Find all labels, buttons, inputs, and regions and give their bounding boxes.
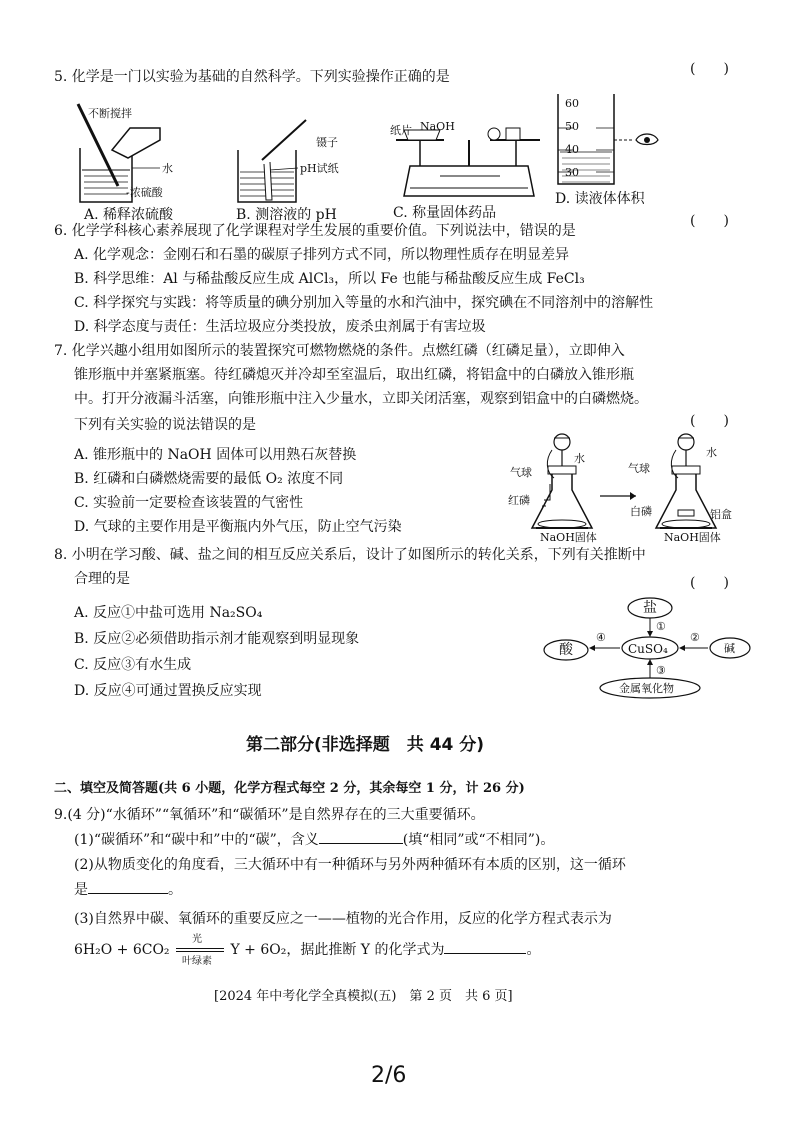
page-footer: [2024 年中考化学全真模拟(五) 第 2 页 共 6 页] [214, 989, 513, 1004]
q5-scale-50: 50 [565, 120, 579, 133]
q9-eq-condition-top: 光 [192, 934, 202, 945]
q6-answer-paren: ( ) [690, 213, 729, 229]
q8-answer-paren: ( ) [690, 575, 729, 591]
q5-label-paper: 纸片 [390, 124, 412, 137]
q8-option-a: A. 反应①中盐可选用 Na₂SO₄ [74, 605, 263, 621]
q7-option-c: C. 实验前一定要检查该装置的气密性 [74, 495, 304, 511]
q9-sub3-line1: (3)自然界中碳、氧循环的重要反应之一——植物的光合作用，反应的化学方程式表示为 [74, 911, 612, 927]
q9-eq-arrow [174, 934, 226, 967]
q7-label-naoh-left: NaOH固体 [540, 531, 597, 544]
q5-scale-60: 60 [565, 97, 579, 110]
q7-label-white-p: 白磷 [630, 505, 652, 518]
q5-option-b: B. 测溶液的 pH [236, 207, 337, 223]
q5-scale-30: 30 [565, 166, 579, 179]
q9-sub2-line1: (2)从物质变化的角度看，三大循环中有一种循环与另外两种循环有本质的区别，这一循环 [74, 857, 626, 873]
q9-sub1: (1)“碳循环”和“碳中和”中的“碳”，含义 (填“相同”或“不相同”)。 [74, 832, 555, 848]
q7-label-balloon-left: 气球 [510, 466, 532, 479]
q5-option-d: D. 读液体体积 [555, 191, 645, 207]
q8-option-c: C. 反应③有水生成 [74, 657, 192, 673]
q5-label-ph-paper: pH试纸 [300, 162, 339, 175]
q7-label-water-left: 水 [574, 452, 585, 465]
q9-sub3-answer-blank[interactable] [444, 940, 526, 954]
q8-node-center: CuSO₄ [628, 642, 668, 656]
q8-option-d: D. 反应④可通过置换反应实现 [74, 683, 262, 699]
q7-label-balloon-right: 气球 [628, 462, 650, 475]
q8-node-base: 碱 [724, 642, 735, 655]
q5-scale-40: 40 [565, 143, 579, 156]
q7-label-al-box: 铝盒 [710, 508, 732, 521]
q5-stem: 5. 化学是一门以实验为基础的自然科学。下列实验操作正确的是 [54, 69, 450, 85]
q7-stem-line-2: 锥形瓶中并塞紧瓶塞。待红磷熄灭并冷却至室温后，取出红磷，将铝盒中的白磷放入锥形瓶 [74, 367, 634, 383]
page-indicator: 2/6 [371, 1063, 407, 1088]
q8-reaction-4: ④ [596, 631, 606, 644]
q9-eq-right: Y + 6O₂，据此推断 Y 的化学式为 [230, 942, 445, 958]
q7-label-naoh-right: NaOH固体 [664, 531, 721, 544]
q8-reaction-1: ① [656, 620, 666, 633]
q8-node-oxide: 金属氧化物 [619, 682, 674, 695]
q9-equation: 6H₂O + 6CO₂ 光 叶绿素 Y + 6O₂，据此推断 Y 的化学式为 。 [74, 940, 540, 959]
q8-stem-line-2: 合理的是 [74, 571, 130, 587]
q9-eq-condition-bottom: 叶绿素 [182, 956, 212, 967]
q8-reaction-3: ③ [656, 664, 666, 677]
q7-answer-paren: ( ) [690, 413, 729, 429]
q5-option-c: C. 称量固体药品 [393, 205, 497, 221]
q5-label-naoh: NaOH [420, 120, 455, 133]
q9-sub2-answer-blank[interactable] [88, 880, 168, 894]
q6-stem: 6. 化学学科核心素养展现了化学课程对学生发展的重要价值。下列说法中，错误的是 [54, 223, 576, 239]
q9-eq-left: 6H₂O + 6CO₂ [74, 942, 170, 958]
q5-label-water: 水 [162, 162, 173, 175]
q7-stem-line-3: 中。打开分液漏斗活塞，向锥形瓶中注入少量水，立即关闭活塞，观察到铝盒中的白磷燃烧。 [74, 391, 648, 407]
q5-label-tweezers: 镊子 [316, 136, 338, 149]
q8-node-salt: 盐 [643, 600, 657, 616]
q9-stem: 9.(4 分)“水循环”“氧循环”和“碳循环”是自然界存在的三大重要循环。 [54, 807, 485, 823]
q9-sub2-line2: 是 。 [74, 882, 182, 898]
q6-option-c: C. 科学探究与实践：将等质量的碘分别加入等量的水和汽油中，探究碘在不同溶剂中的溶解性 [74, 295, 654, 311]
part2-title: 第二部分(非选择题 共 44 分) [246, 735, 485, 755]
q5-option-a: A. 稀释浓硫酸 [84, 207, 174, 223]
q7-option-d: D. 气球的主要作用是平衡瓶内外气压，防止空气污染 [74, 519, 402, 535]
q6-option-a: A. 化学观念：金刚石和石墨的碳原子排列方式不同，所以物理性质存在明显差异 [74, 247, 570, 263]
q7-stem-line-1: 7. 化学兴趣小组用如图所示的装置探究可燃物燃烧的条件。点燃红磷（红磷足量），立即伸入 [54, 343, 625, 359]
q7-stem-line-4: 下列有关实验的说法错误的是 [74, 417, 256, 433]
q8-stem-line-1: 8. 小明在学习酸、碱、盐之间的相互反应关系后，设计了如图所示的转化关系，下列有关推断中 [54, 547, 646, 563]
q7-option-b: B. 红磷和白磷燃烧需要的最低 O₂ 浓度不同 [74, 471, 344, 487]
section2-heading: 二、填空及简答题(共 6 小题，化学方程式每空 2 分，其余每空 1 分，计 26 分) [54, 781, 525, 796]
q6-option-d: D. 科学态度与责任：生活垃圾应分类投放，废杀虫剂属于有害垃圾 [74, 319, 486, 335]
q5-label-acid: -浓硫酸 [126, 186, 163, 199]
q5-label-stir: 不断搅拌 [88, 107, 132, 120]
q5-answer-paren: ( ) [690, 61, 729, 77]
q6-option-b: B. 科学思维：Al 与稀盐酸反应生成 AlCl₃，所以 Fe 也能与稀盐酸反应生成 FeCl₃ [74, 271, 585, 287]
q8-reaction-2: ② [690, 631, 700, 644]
q7-label-water-right: 水 [706, 446, 717, 459]
q7-label-red-p: 红磷 [508, 494, 530, 507]
q9-sub1-answer-blank[interactable] [319, 830, 403, 844]
q8-option-b: B. 反应②必须借助指示剂才能观察到明显现象 [74, 631, 360, 647]
q7-option-a: A. 锥形瓶中的 NaOH 固体可以用熟石灰替换 [74, 447, 357, 463]
q8-node-acid: 酸 [559, 642, 573, 658]
